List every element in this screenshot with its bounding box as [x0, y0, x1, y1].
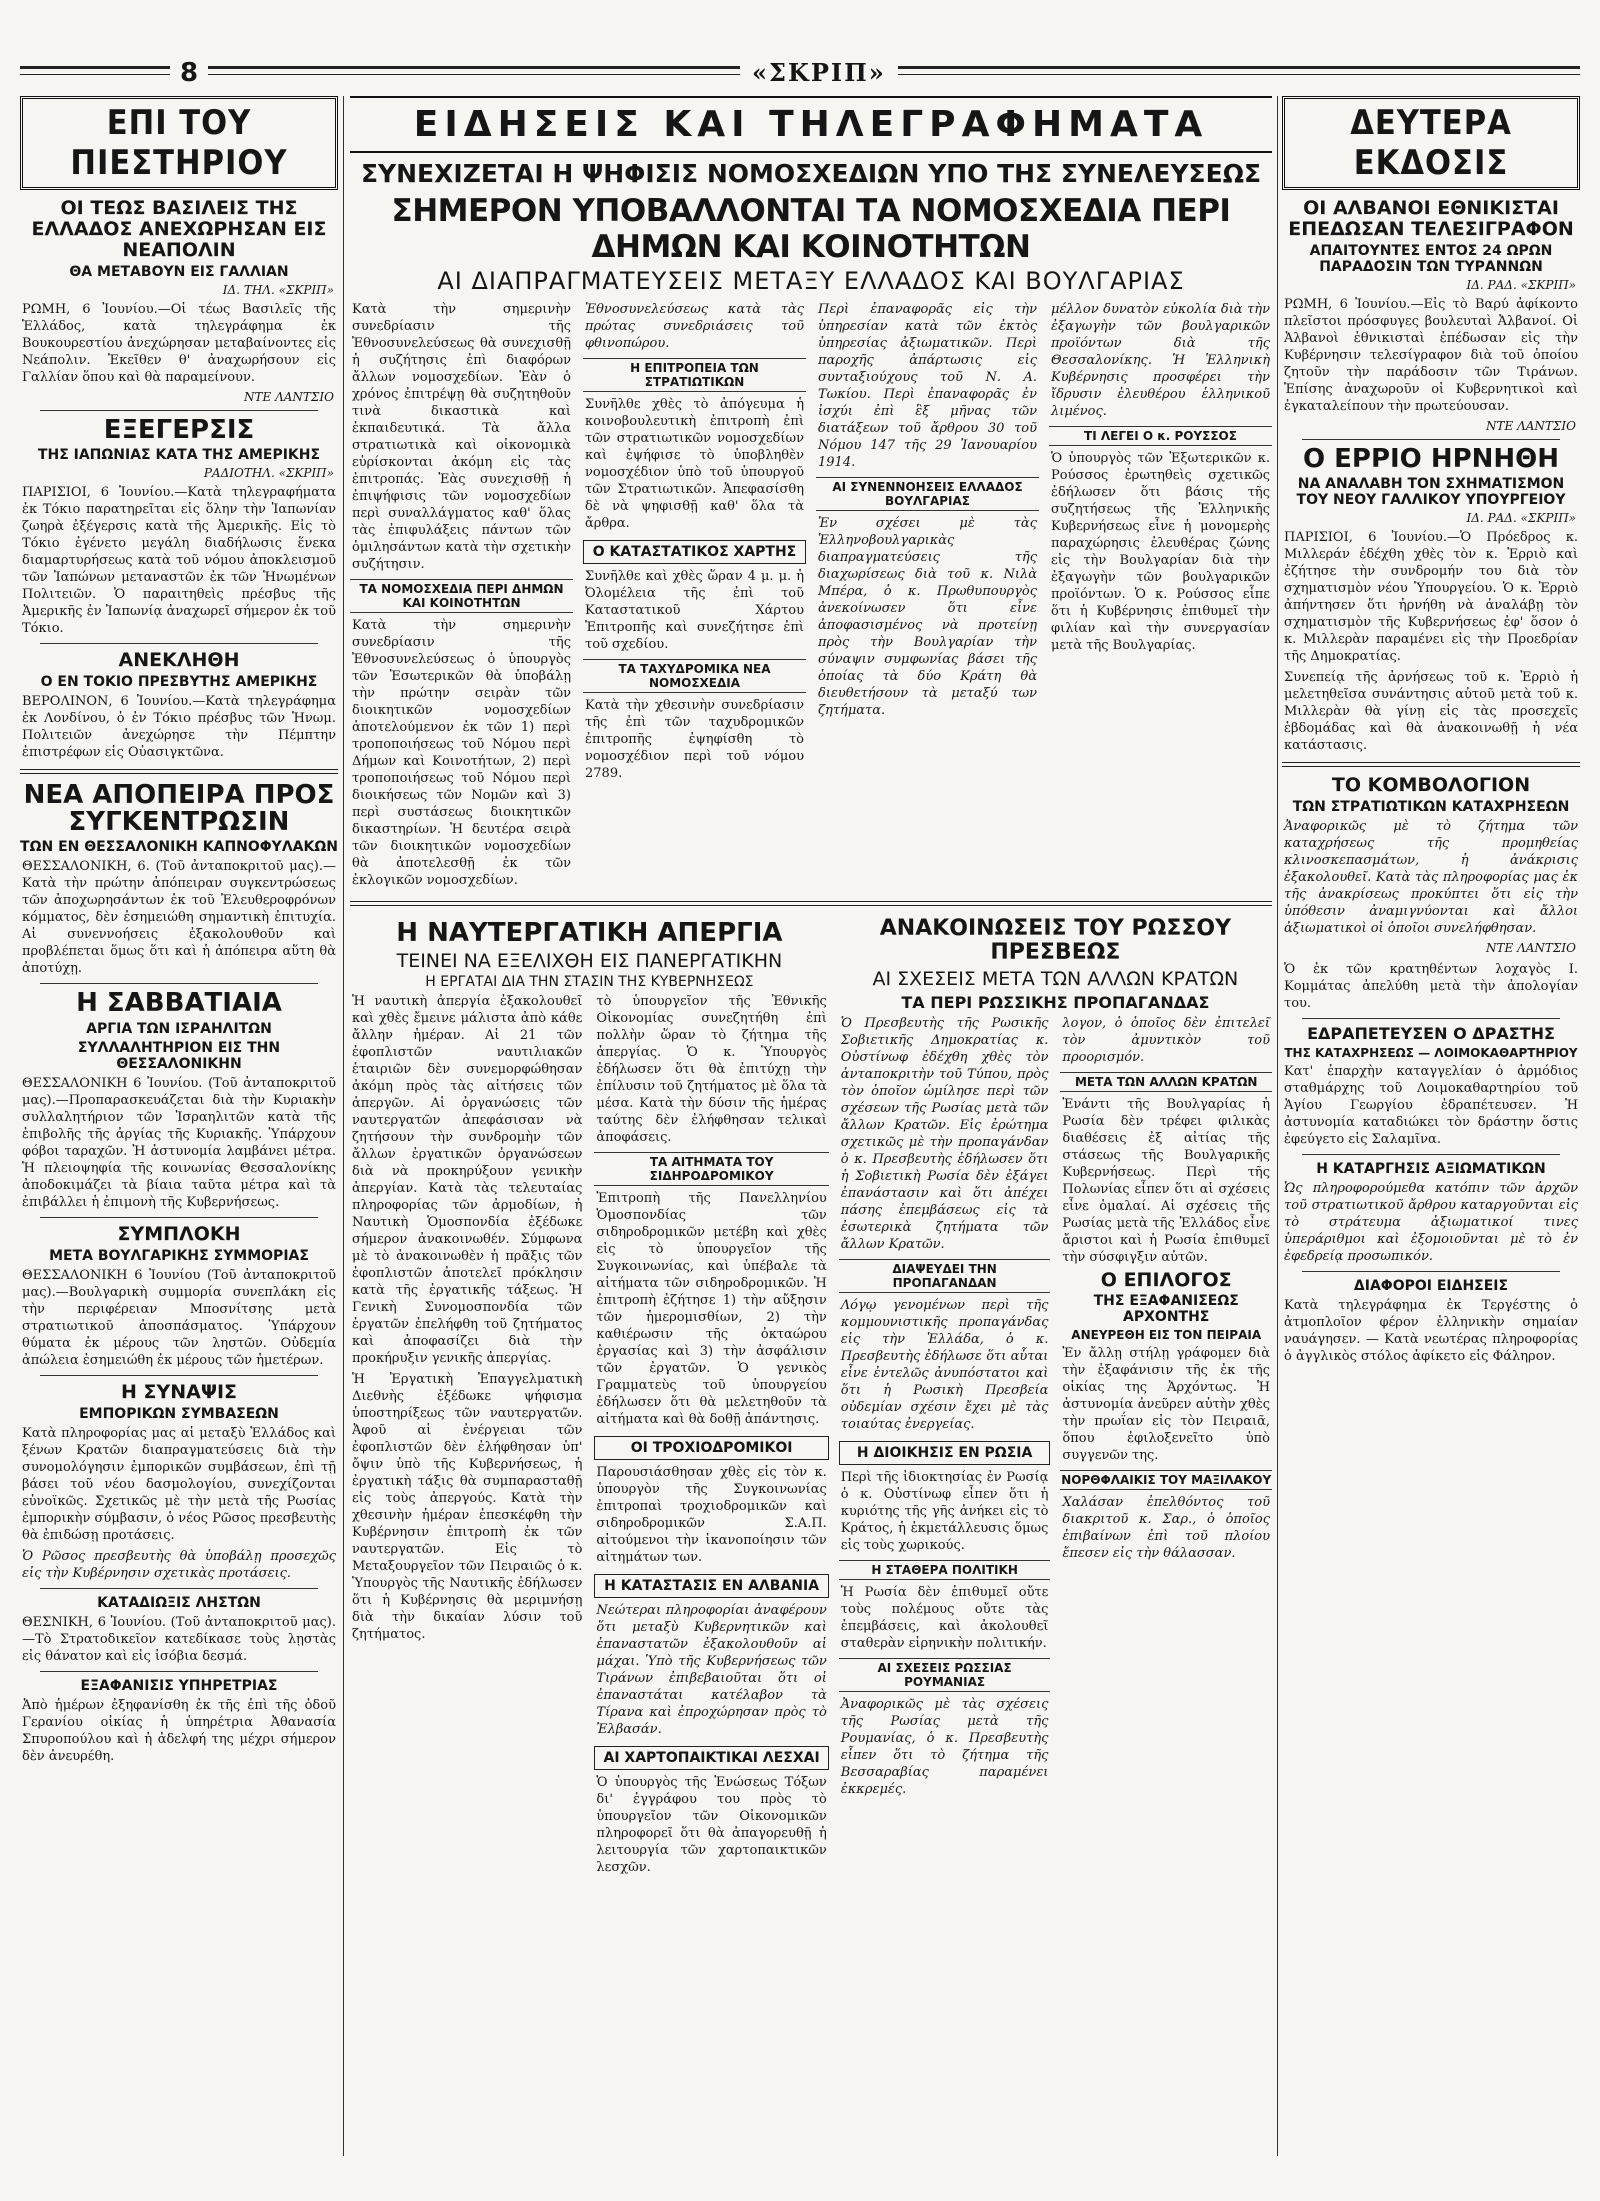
article-body: ΘΕΣΣΑΛΟΝΙΚΗ, 6. (Τοῦ ἀνταποκριτοῦ μας).—Κατὰ τὴν πρώτην ἀπόπειραν συγκεντρώσεως τῶν ἀποχωρησάντων ἐκ τοῦ Ἐλευθεροφρόνων κόμματος, δὲν ἐσημειώθη σημαντικὴ ἐπιτυχία. Αἱ συνεννοήσεις ἐξακολουθοῦν καὶ προβλέπεται ὅμως ὅτι καὶ ἡ ἀπόπειρα αὕτη θὰ ἀποτύχῃ.: [22, 859, 336, 977]
russia-columns: [839, 1015, 1272, 1802]
article-body: Ὁ ὑπουργὸς τῶν Ἐξωτερικῶν κ. Ρούσσος ἐρωτηθεὶς σχετικῶς ἐδήλωσεν ὅτι βάσις τῆς συζητήσεως τῆς Ἑλληνικῆς Κυβερνήσεως εἶνε ἡ μονομερὴς παραχώρησις ἐλευθέρας ζώνης εἰς τὴν Βουλγαρίαν διὰ τὴν ἐξαγωγὴν τῶν βουλγαρικῶν προϊόντων. Ὁ κ. Ρούσσος εἶπε ὅτι ἡ Κυβέρνησις ἐπιθυμεῖ τὴν φιλίαν καὶ τὴν συνεργασίαν μετὰ τῆς Βουλγαρίας.: [1051, 451, 1270, 654]
source-line: ΙΔ. ΡΑΔ. «ΣΚΡΙΠ»: [1466, 277, 1576, 292]
column-rule: [1277, 96, 1278, 2156]
headline: ΕΔΡΑΠΕΤΕΥΣΕΝ Ο ΔΡΑΣΤΗΣ: [1307, 1023, 1555, 1043]
article-body: Λόγῳ γενομένων περὶ τῆς κομμουνιστικῆς προπαγάνδας εἰς τὴν Ἑλλάδα, ὁ κ. Πρεσβευτὴς ἐδήλωσε ὅτι αὗται εἶνε ἐντελῶς ἀνυπόστατοι καὶ ὅτι ἡ Ρωσικὴ Πρεσβεία οὐδεμίαν σχέσιν ἔχει μὲ τὰς τοιαύτας ἐνεργείας.: [840, 1297, 1049, 1432]
article-body: ΘΕΣΝΙΚΗ, 6 Ἰουνίου. (Τοῦ ἀνταποκριτοῦ μας).—Τὸ Στρατοδικεῖον κατεδίκασε τοὺς λῃστὰς εἰς θάνατον καὶ εἰς ἰσόβια δεσμά.: [22, 1614, 336, 1664]
source-line: ΙΔ. ΡΑΔ. «ΣΚΡΙΠ»: [1466, 511, 1576, 526]
subheadline: ΤΑ ΠΕΡΙ ΡΩΣΣΙΚΗΣ ΠΡΟΠΑΓΑΝΔΑΣ: [901, 992, 1210, 1012]
article-body: Νεώτεραι πληροφορίαι ἀναφέρουν ὅτι μεταξὺ Κυβερνητικῶν καὶ ἐπαναστατῶν ἐξακολουθοῦν αἱ μάχαι. Ὑπὸ τῆς Κυβερνήσεως τῶν Τιράνων ἐπιβεβαιοῦται ὅτι οἱ ἐπαναστάται κατέλαβον τὰ Τίρανα καὶ ἐπροχώρησαν πρὸς τὸ Ἐλβασάν.: [596, 1603, 827, 1738]
subheadline: ΤΩΝ ΕΝ ΘΕΣΣΑΛΟΝΙΚΗ ΚΑΠΝΟΦΥΛΑΚΩΝ: [20, 839, 338, 856]
article-body: Ἡ Ἐργατικὴ Ἐπαγγελματικὴ Διεθνὴς ἐξέδωκε ψήφισμα ὑποστηρίξεως τῶν ναυτεργατῶν. Ἀφοῦ αἱ ἐνέργειαι τῶν ἐφοπλιστῶν δὲν ἐλήφθησαν ὑπ' ὄψιν ὑπὸ τῆς Κυβερνήσεως, ἡ ἐργατικὴ τάξις θὰ συμπαρασταθῇ εἰς τοὺς ἀπεργούς. Κατὰ τὴν χθεσινὴν ἡμέραν ἐπεσκέφθη τὴν Κυβέρνησιν ἐπιτροπὴ ἐκ τῶν ναυτεργατῶν. Εἰς τὸ Μεταξουργεῖον τῶν Πειραιῶς ὁ κ. Ὑπουργὸς τῆς Ναυτικῆς ἐδήλωσεν ὅτι ἡ Κυβέρνησις θὰ μεριμνήσῃ διὰ τὴν δικαίαν λύσιν τοῦ ζητήματος.: [352, 1372, 583, 1643]
subheadline: ΑΙ ΣΧΕΣΕΙΣ ΜΕΤΑ ΤΩΝ ΑΛΛΩΝ ΚΡΑΤΩΝ: [872, 967, 1239, 990]
article-body: μέλλον δυνατὸν εὐκολία διὰ τὴν ἐξαγωγὴν τῶν βουλγαρικῶν προϊόντων διὰ τῆς Θεσσαλονίκης. Ἡ Ἑλληνικὴ Κυβέρνησις προσφέρει τὴν ἴδρυσιν ἐλευθέρου ἑλληνικοῦ λιμένος.: [1051, 302, 1270, 420]
section-header-press: ΕΠΙ ΤΟΥ ΠΙΕΣΤΗΡΙΟΥ: [20, 96, 338, 190]
divider: [40, 643, 318, 644]
section-subhead: ΔΙΑΨΕΥΔΕΙ ΤΗΝ ΠΡΟΠΑΓΑΝΔΑΝ: [839, 1259, 1051, 1293]
source-line: ΙΔ. ΤΗΛ. «ΣΚΡΙΠ»: [222, 282, 334, 297]
lead-col-2: [583, 301, 806, 893]
strike-story: [350, 914, 829, 1880]
paper-name: «ΣΚΡΙΠ»: [740, 58, 898, 87]
masthead: [20, 18, 1580, 88]
article-body: Ἐπιτροπὴ τῆς Πανελληνίου Ὁμοσπονδίας τῶν σιδηροδρομικῶν μετέβη καὶ χθὲς εἰς τὸ ὑπουργεῖον τῆς Συγκοινωνίας, καὶ ὑπέβαλε τὰ αἰτήματα τῶν σιδηροδρομικῶν. Ἡ ἐπιτροπὴ ἐζήτησε 1) τὴν αὔξησιν τῶν ἡμερομισθίων, 2) τὴν καθιέρωσιν τῆς ὀκταώρου ἐργασίας καὶ 3) τὴν ἀσφάλισιν τῶν ἐργατῶν. Ὁ γενικὸς Γραμματεὺς τοῦ ὑπουργείου ἐδήλωσεν ὅτι θὰ μελετηθοῦν τὰ αἰτήματα καὶ θὰ δοθῇ ἀπάντησις.: [596, 1191, 827, 1428]
article-body: Κατ' ἐπαρχὴν καταγγελίαν ὁ ἁρμόδιος σταθμάρχης τοῦ Λοιμοκαθαρτηρίου τοῦ Ἁγίου Γεωργίου ἐδραπέτευσεν. Ἡ ἀστυνομία καταδιώκει τὸν δράστην ὅστις ἐφεύγετο εἰς Σαλαμῖνα.: [1284, 1063, 1578, 1147]
section-subhead: ΤΑ ΤΑΧΥΔΡΟΜΙΚΑ ΝΕΑ ΝΟΜΟΣΧΕΔΙΑ: [583, 659, 806, 693]
lead-columns: [350, 301, 1272, 893]
article-body: ΡΩΜΗ, 6 Ἰουνίου.—Οἱ τέως Βασιλεῖς τῆς Ἑλλάδος, κατὰ τηλεγράφημα ἐκ Βουκουρεστίου ἀνεχώρησαν μεταβαίνοντες εἰς Νεάπολιν. Ἐκεῖθεν θ' ἀναχωρήσουν εἰς Γαλλίαν ὅπου καὶ θὰ παραμείνουν.: [22, 301, 336, 385]
article-body: Ὡς πληροφορούμεθα κατόπιν τῶν ἀρχῶν τοῦ στρατιωτικοῦ ἄρθρου καταργοῦνται εἰς τὸ στράτευμα ἀξιωματικοί τινες ὑπεράριθμοι καὶ ἐξομοιοῦνται μὲ τὸ ἐν ἐφεδρείᾳ προσωπικόν.: [1284, 1180, 1578, 1264]
section-subhead: Η ΕΠΙΤΡΟΠΕΙΑ ΤΩΝ ΣΤΡΑΤΙΩΤΙΚΩΝ: [583, 358, 806, 392]
center-column: [350, 96, 1272, 2156]
subheadline: ΕΜΠΟΡΙΚΩΝ ΣΥΜΒΑΣΕΩΝ: [79, 1405, 279, 1422]
section-subhead: ΑΙ ΣΥΝΕΝΝΟΗΣΕΙΣ ΕΛΛΑΔΟΣ ΒΟΥΛΓΑΡΙΑΣ: [816, 477, 1039, 511]
article-body: Ὁ ἐκ τῶν κρατηθέντων λοχαγὸς Ι. Κομμάτας ἀπελύθη μετὰ τὴν ἀπολογίαν του.: [1284, 961, 1578, 1011]
headline: ΑΝΑΚΟΙΝΩΣΕΙΣ ΤΟΥ ΡΩΣΣΟΥ ΠΡΕΣΒΕΩΣ: [879, 916, 1232, 966]
page-number: 8: [170, 58, 208, 88]
section-subhead: ΝΟΡΘΦΛΑΙΚΙΣ ΤΟΥ ΜΑΞΙΛΑΚΟΥ: [1060, 1470, 1272, 1490]
section-subhead: ΜΕΤΑ ΤΩΝ ΑΛΛΩΝ ΚΡΑΤΩΝ: [1060, 1072, 1272, 1092]
divider: [40, 1217, 318, 1218]
subheadline: ΤΗΣ ΚΑΤΑΧΡΗΣΕΩΣ — ΛΟΙΜΟΚΑΘΑΡΤΗΡΙΟΥ: [1284, 1045, 1578, 1060]
article-body: Ὁ Πρεσβευτὴς τῆς Ρωσικῆς Σοβιετικῆς Δημοκρατίας κ. Οὐστίνωφ ἐδέχθη χθὲς τὸν ἀνταποκριτὴν τοῦ Τύπου, πρὸς τὸν ὁποῖον ὡμίλησε περὶ τῶν σχέσεων τῆς Ρωσίας μετὰ τῶν ἄλλων Κρατῶν. Εἰς ἐρώτημα σχετικῶς μὲ τὴν προπαγάνδαν ὁ κ. Πρεσβευτὴς ἐδήλωσεν ὅτι ἡ Σοβιετικὴ Ρωσία δὲν ἐξάγει ἐπανάστασιν καὶ ὅτι ἀπέχει πάσης ἐπεμβάσεως εἰς τὰ ἐσωτερικὰ ζητήματα τῶν ἄλλων Κρατῶν.: [840, 1015, 1049, 1252]
subheadline: ΑΡΓΙΑ ΤΩΝ ΙΣΡΑΗΛΙΤΩΝ: [86, 1020, 272, 1037]
article-body: Ἐθνοσυνελεύσεως κατὰ τὰς πρώτας συνεδριάσεις τοῦ φθινοπώρου.: [585, 302, 804, 352]
article-body: Ἐνάντι τῆς Βουλγαρίας ἡ Ρωσία δὲν τρέφει φιλικὰς διαθέσεις ἐξ αἰτίας τῆς στάσεως τῆς Βουλγαρικῆς Κυβερνήσεως. Περὶ τῆς Πολωνίας εἶπεν ὅτι αἱ σχέσεις εἶνε ὁμαλαί. Αἱ σχέσεις τῆς Ρωσίας μετὰ τῆς Ἑλλάδος εἶνε ἄριστοι καὶ ἡ Ρωσία ἐπιθυμεῖ τὴν σύσφιγξιν αὐτῶν.: [1062, 1096, 1271, 1265]
lead-col-1: [350, 301, 573, 893]
article-body: ΠΑΡΙΣΙΟΙ, 6 Ἰουνίου.—Ὁ Πρόεδρος κ. Μιλλεράν ἐδέχθη χθὲς τὸν κ. Ἐρριὸ καὶ ἐζήτησε τὴν συνδρομήν του διὰ τὸν σχηματισμὸν νέου Ὑπουργείου. Ὁ κ. Ἐρριὸ ἀπήντησεν ὅτι ἠρνήθη νὰ ἀναλάβῃ τὸν σχηματισμὸν τῆς Κυβερνήσεως ἐφ' ὅσον ὁ κ. Μιλλερὰν παραμένει εἰς τὴν Προεδρίαν τῆς Δημοκρατίας.: [1284, 530, 1578, 665]
divider: [1302, 1018, 1560, 1019]
subheadline: ΑΠΑΙΤΟΥΝΤΕΣ ΕΝΤΟΣ 24 ΩΡΩΝ ΠΑΡΑΔΟΣΙΝ ΤΩΝ ΤΥΡΑΝΝΩΝ: [1309, 242, 1553, 275]
section-subhead: Η ΔΙΟΙΚΗΣΙΣ ΕΝ ΡΩΣΙΑ: [839, 1441, 1051, 1465]
strike-col-1: [350, 993, 584, 1880]
article-body: Χαλάσαν ἐπελθόντος τοῦ διακριτοῦ κ. Σαρ., ὁ ὁποῖος ἐπιβαίνων ἐπὶ τοῦ πλοίου ἔπεσεν εἰς τὴν θάλασσαν.: [1062, 1495, 1271, 1562]
subheadline: ΤΗΣ ΕΞΑΦΑΝΙΣΕΩΣ ΑΡΧΟΝΤΗΣ: [1093, 1293, 1239, 1326]
lead-subheadline: ΑΙ ΔΙΑΠΡΑΓΜΑΤΕΥΣΕΙΣ ΜΕΤΑΞΥ ΕΛΛΑΔΟΣ ΚΑΙ ΒΟΥΛΓΑΡΙΑΣ: [437, 267, 1185, 296]
russia-story: [839, 914, 1272, 1880]
article-body: Ὁ Ρῶσος πρεσβευτὴς θὰ ὑποβάλῃ προσεχῶς εἰς τὴν Κυβέρνησιν σχετικὰς προτάσεις.: [22, 1548, 336, 1581]
russia-col-1: [839, 1015, 1051, 1802]
section-subhead: ΤΙ ΛΕΓΕΙ Ο κ. ΡΟΥΣΣΟΣ: [1049, 426, 1272, 446]
article-body: Ἀπὸ ἡμέρων ἐξηφανίσθη ἐκ τῆς ἐπὶ τῆς ὁδοῦ Γερανίου οἰκίας ἡ ὑπηρέτρια Ἀθανασία Σπυροπούλου καὶ ἡ ἀδελφή της μέχρι σήμερον δὲν ἀνευρέθη.: [22, 1697, 336, 1764]
subheadline: ΤΕΙΝΕΙ ΝΑ ΕΞΕΛΙΧΘΗ ΕΙΣ ΠΑΝΕΡΓΑΤΙΚΗΝ: [396, 949, 783, 972]
strike-columns: [350, 993, 829, 1880]
strike-col-2: [594, 993, 828, 1880]
article-body: ΒΕΡΟΛΙΝΟΝ, 6 Ἰουνίου.—Κατὰ τηλεγράφημα ἐκ Λονδίνου, ὁ ἐν Τόκιο πρέσβυς τῶν Ἡνωμ. Πολιτειῶν ἀνεχώρησε τὴν Πέμπτην ἐπιστρέφων εἰς Οὐασιγκτῶνα.: [22, 693, 336, 760]
article-body: τὸ ὑπουργεῖον τῆς Ἐθνικῆς Οἰκονομίας συνεζητήθη ἐπὶ πολλὴν ὥραν τὸ ζήτημα τῆς ἀπεργίας. Ὁ κ. Ὑπουργὸς ἐδήλωσεν ὅτι θὰ ἐπιτύχῃ τὴν ἐπίλυσιν τοῦ ζητήματος μὲ ὅλα τὰ μέσα. Κατὰ τὴν δύσιν τῆς ἡμέρας ταύτης δὲν ἐλήφθησαν τελικαὶ ἀποφάσεις.: [596, 994, 827, 1146]
lead-col-3: [816, 301, 1039, 893]
subheadline: ΤΩΝ ΣΤΡΑΤΙΩΤΙΚΩΝ ΚΑΤΑΧΡΗΣΕΩΝ: [1292, 798, 1570, 815]
headline: Ο ΕΠΙΛΟΓΟΣ: [1100, 1268, 1232, 1291]
article-body: Παρουσιάσθησαν χθὲς εἰς τὸν κ. ὑπουργὸν τῆς Συγκοινωνίας ἐπιτροπαὶ τροχιοδρομικῶν καὶ σιδηροδρομικῶν Σ.Α.Π. αἰτούμενοι τὴν ἱκανοποίησιν τῶν αἰτημάτων των.: [596, 1465, 827, 1566]
divider: [40, 1375, 318, 1376]
divider: [1302, 439, 1560, 440]
article-body: ΡΩΜΗ, 6 Ἰουνίου.—Εἰς τὸ Βαρύ ἀφίκοντο πλεῖστοι πρόσφυγες βουλευταὶ Ἀλβανοί. Οἱ Ἀλβανοὶ ἐθνικισταὶ ἐπέδωσαν εἰς τὴν Κυβέρνησιν τελεσίγραφον διὰ τοῦ ὁποίου ζητοῦν τὴν παράδοσιν τῶν Τιράνων. Ἐπίσης ἀναχωροῦν οἱ Κυβερνητικοὶ καὶ ἐγκαταλείπουν τὴν πρωτεύουσαν.: [1284, 296, 1578, 414]
headline: ΟΙ ΑΛΒΑΝΟΙ ΕΘΝΙΚΙΣΤΑΙ ΕΠΕΔΩΣΑΝ ΤΕΛΕΣΙΓΡΑΦΟΝ: [1288, 197, 1574, 240]
lower-stories: [350, 914, 1272, 1880]
headline: ΕΞΕΓΕΡΣΙΣ: [103, 414, 255, 445]
headline: ΝΕΑ ΑΠΟΠΕΙΡΑ ΠΡΟΣ ΣΥΓΚΕΝΤΡΩΣΙΝ: [23, 779, 335, 838]
lead-col-4: [1049, 301, 1272, 893]
section-subhead: Η ΣΤΑΘΕΡΑ ΠΟΛΙΤΙΚΗ: [839, 1560, 1051, 1580]
russia-col-2: [1060, 1015, 1272, 1802]
subheadline: ΣΥΛΛΑΛΗΤΗΡΙΟΝ ΕΙΣ ΤΗΝ ΘΕΣΣΑΛΟΝΙΚΗΝ: [77, 1039, 281, 1072]
headline: ΔΙΑΦΟΡΟΙ ΕΙΔΗΣΕΙΣ: [1353, 1277, 1509, 1294]
divider: [1282, 762, 1580, 767]
subheadline: ΘΑ ΜΕΤΑΒΟΥΝ ΕΙΣ ΓΑΛΛΙΑΝ: [69, 263, 289, 280]
article-body: Ἡ Ρωσία δὲν ἐπιθυμεῖ οὔτε τοὺς πολέμους οὔτε τὰς ἐπεμβάσεις, καὶ ἀκολουθεῖ σταθερὰν εἰρηνικὴν πολιτικήν.: [840, 1584, 1049, 1651]
section-banner: ΕΙΔΗΣΕΙΣ ΚΑΙ ΤΗΛΕΓΡΑΦΗΜΑΤΑ: [350, 96, 1272, 153]
section-subhead: Η ΚΑΤΑΣΤΑΣΙΣ ΕΝ ΑΛΒΑΝΙΑ: [594, 1574, 828, 1598]
article-body: Κατὰ τὴν σημερινὴν συνεδρίασιν τῆς Ἐθνοσυνελεύσεως ὁ ὑπουργὸς τῶν Ἐσωτερικῶν θὰ ὑποβάλῃ τὴν πρώτην σειρὰν τῶν διοικητικῶν νομοσχεδίων ἀποτελούμενον ἐκ τῶν 1) περὶ τροποποιήσεως τοῦ Νόμου περὶ Δήμων καὶ Κοινοτήτων, 2) περὶ τροποποιήσεως τοῦ Νόμου περὶ διοικήσεως τῶν Νομῶν καὶ 3) περὶ συστάσεως διοικητικῶν δικαστηρίων. Ἡ δευτέρα σειρὰ τῶν διοικητικῶν νομοσχεδίων θὰ ἀποτελεσθῇ ἐκ τῶν ἐκλογικῶν νομοσχεδίων.: [352, 618, 571, 889]
divider: [40, 983, 318, 984]
article-body: Συνεπείᾳ τῆς ἀρνήσεως τοῦ κ. Ἐρριὸ ἡ μελετηθεῖσα συνάντησις αὐτοῦ μετὰ τοῦ κ. Μιλλερὰν θὰ γίνῃ εἰς τὰς προσεχεῖς ἑβδομάδας καὶ θὰ ἀνακοινωθῇ ἡ νέα κατάστασις.: [1284, 670, 1578, 754]
article-body: Κατὰ τὴν χθεσινὴν συνεδρίασιν τῆς ἐπὶ τῶν ταχυδρομικῶν ἐπιτροπῆς ἐψηφίσθη τὸ νομοσχέδιον περὶ τοῦ νόμου 2789.: [585, 698, 804, 782]
signature: ΝΤΕ ΛΑΝΤΣΙΟ: [1486, 940, 1576, 955]
headline: ΑΝΕΚΛΗΘΗ: [118, 648, 240, 671]
subheadline: ΤΗΣ ΙΑΠΩΝΙΑΣ ΚΑΤΑ ΤΗΣ ΑΜΕΡΙΚΗΣ: [37, 446, 321, 463]
article-body: Συνῆλθε καὶ χθὲς ὥραν 4 μ. μ. ἡ Ὀλομέλεια τῆς ἐπὶ τοῦ Καταστατικοῦ Χάρτου Ἐπιτροπῆς καὶ συνεζήτησε ἐπὶ τοῦ σχεδίου.: [585, 569, 804, 653]
article-body: ΠΑΡΙΣΙΟΙ, 6 Ἰουνίου.—Κατὰ τηλεγραφήματα ἐκ Τόκιο παρατηρεῖται εἰς ὅλην τὴν Ἰαπωνίαν ζωηρὰ ἐξέγερσις κατὰ τῆς Ἀμερικῆς. Εἰς τὸ Τόκιο ἐγένετο μεγάλη διαδήλωσις ἕνεκα διαμαρτυρήσεως κατὰ τοῦ νόμου ἀποκλεισμοῦ τῶν Ἰαπώνων μεταναστῶν ἐκ τῶν Ἡνωμένων Πολιτειῶν. Ὁ παραιτηθεὶς πρέσβυς τῆς Ἀμερικῆς ἐν Ἰαπωνίᾳ ἀναχωρεῖ σήμερον ἐκ τοῦ Τόκιο.: [22, 484, 336, 636]
subheadline: ΜΕΤΑ ΒΟΥΛΓΑΡΙΚΗΣ ΣΥΜΜΟΡΙΑΣ: [49, 1247, 309, 1264]
article-body: ΘΕΣΣΑΛΟΝΙΚΗ 6 Ἰουνίου (Τοῦ ἀνταποκριτοῦ μας).—Βουλγαρικὴ συμμορία συνεπλάκη εἰς τὴν περιφέρειαν Μποσνίτσης μετὰ στρατιωτικοῦ ἀποσπάσματος. Ὑπάρχουν θύματα ἐκ μέρους τῶν ληστῶν. Οὐδεμία ἀπώλεια ἐσημειώθη ἐκ μέρους τῶν ἡμετέρων.: [22, 1267, 336, 1368]
article-body: Ἡ ναυτικὴ ἀπεργία ἐξακολουθεῖ καὶ χθὲς ἔμεινε μάλιστα ἀπὸ κάθε ἄλλην ἡμέραν. Αἱ 21 τῶν ἐφοπλιστῶν ναυτιλιακῶν ἑταιριῶν δὲν συνεμορφώθησαν ἀκόμη πρὸς τὰς αἰτήσεις τῶν ἀπεργῶν. Αἱ ὀργανώσεις τῶν ναυτεργατῶν ἀπεφάσισαν νὰ ζητήσουν τὴν συνδρομὴν τῶν ἄλλων ἐργατικῶν ὀργανώσεων διὰ νὰ προκηρύξουν γενικὴν ἀπεργίαν. Κατὰ τὰς τελευταίας πληροφορίας τῶν ἀρμοδίων, ἡ Ναυτικὴ Ὁμοσπονδία ἐξέδωκε σήμερον ἀνακοινωθέν. Σύμφωνα μὲ τὸ ἀνακοινωθὲν ἡ πρᾶξις τῶν ἐφοπλιστῶν ἀποτελεῖ πρόκλησιν κατὰ τῆς ἐργατικῆς τάξεως. Ἡ Γενικὴ Συνομοσπονδία τῶν ἐργατῶν ἐπελήφθη τοῦ ζητήματος καὶ ἀποφασίζει διὰ τὴν προκήρυξιν γενικῆς ἀπεργίας.: [352, 994, 583, 1367]
source-line: ΡΑΔΙΟΤΗΛ. «ΣΚΡΙΠ»: [203, 465, 334, 480]
article-body: λογον, ὁ ὁποῖος δὲν ἐπιτελεῖ τὸν ἀμυντικὸν τοῦ προορισμόν.: [1062, 1015, 1271, 1065]
divider: [40, 1588, 318, 1589]
headline: ΟΙ ΤΕΩΣ ΒΑΣΙΛΕΙΣ ΤΗΣ ΕΛΛΑΔΟΣ ΑΝΕΧΩΡΗΣΑΝ ΕΙΣ ΝΕΑΠΟΛΙΝ: [31, 197, 327, 261]
subheadline: ΑΝΕΥΡΕΘΗ ΕΙΣ ΤΟΝ ΠΕΙΡΑΙΑ: [1071, 1328, 1262, 1343]
newspaper-page: [20, 18, 1580, 2168]
right-column: [1282, 96, 1580, 2156]
subheadline: Ο ΕΝ ΤΟΚΙΟ ΠΡΕΣΒΥΤΗΣ ΑΜΕΡΙΚΗΣ: [40, 673, 318, 690]
headline: Η ΣΥΝΑΨΙΣ: [120, 1380, 238, 1403]
headline: Η ΝΑΥΤΕΡΓΑΤΙΚΗ ΑΠΕΡΓΙΑ: [396, 918, 783, 949]
signature: ΝΤΕ ΛΑΝΤΣΙΟ: [1486, 418, 1576, 433]
section-subhead: ΤΑ ΝΟΜΟΣΧΕΔΙΑ ΠΕΡΙ ΔΗΜΩΝ ΚΑΙ ΚΟΙΝΟΤΗΤΩΝ: [350, 579, 573, 613]
article-body: Συνῆλθε χθὲς τὸ ἀπόγευμα ἡ κοινοβουλευτικὴ ἐπιτροπὴ ἐπὶ τῶν στρατιωτικῶν νομοσχεδίων καὶ ἐψήφισε τὸ ὑποβληθὲν νομοσχέδιον ὑπὸ τοῦ ὑπουργοῦ τῶν Στρατιωτικῶν. Ἀπεφασίσθη δὲ νὰ ψηφισθῇ καθ' ὅλα τὰ ἄρθρα.: [585, 397, 804, 532]
article-body: Κατὰ τὴν σημερινὴν συνεδρίασιν τῆς Ἐθνοσυνελεύσεως θὰ συνεχισθῇ ἡ συζήτησις ἐπὶ διαφόρων ἄλλων νομοσχεδίων. Ἐὰν ὁ χρόνος ἐπιτρέψῃ θὰ συζητηθοῦν τινὰ δικαστικὰ καὶ ἐκπαιδευτικά. Τὰ ἄλλα στρατιωτικὰ καὶ οἰκονομικὰ εὑρίσκονται ἀκόμη εἰς τὰς ἐπιτροπάς. Ἐὰς συνεχισθῇ ἡ ἐπιψήφισις τῶν νομοσχεδίων περὶ συναλλάγματος καθ' ὅλας τὰς ἐπιφυλάξεις πάντων τῶν ὁμιλησάντων κατὰ τὴν σχετικὴν συζήτησιν.: [352, 302, 571, 573]
headline: ΕΞΑΦΑΝΙΣΙΣ ΥΠΗΡΕΤΡΙΑΣ: [80, 1677, 278, 1694]
headline: Ο ΕΡΡΙΟ ΗΡΝΗΘΗ: [1302, 443, 1560, 474]
headline: ΣΥΜΠΛΟΚΗ: [117, 1222, 241, 1245]
article-body: Ἐν ἄλλῃ στήλῃ γράφομεν διὰ τὴν ἐξαφάνισιν τῆς ἐκ τῆς οἰκίας της Ἀρχόντως. Ἡ ἀστυνομία ἀνεῦρεν αὐτὴν χθὲς τὴν πρωΐαν εἰς τὸν Πειραιᾶ, ὅπου ἐφιλοξενεῖτο ὑπὸ συγγενῶν της.: [1062, 1346, 1271, 1464]
signature: ΝΤΕ ΛΑΝΤΣΙΟ: [244, 389, 334, 404]
section-subhead: Ο ΚΑΤΑΣΤΑΤΙΚΟΣ ΧΑΡΤΗΣ: [583, 540, 806, 564]
headline: ΚΑΤΑΔΙΩΞΙΣ ΛΗΣΤΩΝ: [97, 1594, 261, 1611]
article-body: ΘΕΣΣΑΛΟΝΙΚΗ 6 Ἰουνίου. (Τοῦ ἀνταποκριτοῦ μας).—Προπαρασκευάζεται διὰ τὴν Κυριακὴν συλλαλητήριον τῶν Ἰσραηλιτῶν κατὰ τῆς ἐπιβολῆς τῆς ἀργίας τῆς Κυριακῆς. Ὑπάρχουν φόβοι ταραχῶν. Ἡ ἀστυνομία λαμβάνει μέτρα. Ἡ πλειοψηφία τῆς κοινωνίας Θεσσαλονίκης ἀποδοκιμάζει τὰ βίαια ταῦτα μέτρα καὶ τὰ ἐπιβάλλει ἡ ἐπιμονὴ τῆς Κυβερνήσεως.: [22, 1075, 336, 1210]
section-subhead: ΑΙ ΣΧΕΣΕΙΣ ΡΩΣΣΙΑΣ ΡΟΥΜΑΝΙΑΣ: [839, 1658, 1051, 1692]
headline: Η ΚΑΤΑΡΓΗΣΙΣ ΑΞΙΩΜΑΤΙΚΩΝ: [1316, 1160, 1546, 1177]
lead-headline: ΣΥΝΕΧΙΖΕΤΑΙ Η ΨΗΦΙΣΙΣ ΝΟΜΟΣΧΕΔΙΩΝ ΥΠΟ ΤΗΣ ΣΥΝΕΛΕΥΣΕΩΣ: [360, 159, 1262, 188]
divider: [1302, 1271, 1560, 1272]
section-subhead: ΟΙ ΤΡΟΧΙΟΔΡΟΜΙΚΟΙ: [594, 1436, 828, 1460]
divider: [40, 410, 318, 411]
column-rule: [343, 96, 344, 2156]
section-subhead: ΑΙ ΧΑΡΤΟΠΑΙΚΤΙΚΑΙ ΛΕΣΧΑΙ: [594, 1746, 828, 1770]
subheadline: Η ΕΡΓΑΤΑΙ ΔΙΑ ΤΗΝ ΣΤΑΣΙΝ ΤΗΣ ΚΥΒΕΡΝΗΣΕΩΣ: [425, 974, 754, 991]
article-body: Ἀναφορικῶς μὲ τὸ ζήτημα τῶν καταχρήσεως τῆς προμηθείας κλινοσκεπασμάτων, ἡ ἀνάκρισις ἐξακολουθεῖ. Κατὰ τὰς πληροφορίας μας ἐκ τῆς ἀνακρίσεως προκύπτει ὅτι εἰς τὴν ὑπόθεσιν ἀναμιγνύονται καὶ ἄλλοι ἀξιωματικοὶ οἱ ὁποῖοι συνελήφθησαν.: [1284, 818, 1578, 936]
lead-headline-main: ΣΗΜΕΡΟΝ ΥΠΟΒΑΛΛΟΝΤΑΙ ΤΑ ΝΟΜΟΣΧΕΔΙΑ ΠΕΡΙ ΔΗΜΩΝ ΚΑΙ ΚΟΙΝΟΤΗΤΩΝ: [391, 193, 1231, 266]
divider: [350, 901, 1272, 906]
article-body: Περὶ τῆς ἰδιοκτησίας ἐν Ρωσίᾳ ὁ κ. Οὐστίνωφ εἶπεν ὅτι ἡ κυριότης τῆς γῆς ἀνήκει εἰς τὸ Κράτος, ἡ ἐκμετάλλευσις ὅμως εἰς τοὺς χωρικούς.: [840, 1469, 1049, 1553]
article-body: Περὶ ἐπαναφορᾶς εἰς τὴν ὑπηρεσίαν κατὰ τῶν ἐκτὸς ὑπηρεσίας ἀξιωματικῶν. Περὶ παροχῆς ἀπάρτωσις εἰς συνταξιούχους τοῦ Ν. Α. Τωκίου. Περὶ ἐπαναφορᾶς ἐν ἰσχύι ἐπὶ ἓξ μῆνας τῶν διατάξεων τοῦ ἄρθρου 30 τοῦ Νόμου 147 τῆς 29 Ἰανουαρίου 1914.: [818, 302, 1037, 471]
section-header-second-edition: ΔΕΥΤΕΡΑ ΕΚΔΟΣΙΣ: [1282, 96, 1580, 190]
headline: ΤΟ ΚΟΜΒΟΛΟΓΙΟΝ: [1331, 774, 1531, 797]
subheadline: ΝΑ ΑΝΑΛΑΒΗ ΤΟΝ ΣΧΗΜΑΤΙΣΜΟΝ ΤΟΥ ΝΕΟΥ ΓΑΛΛΙΚΟΥ ΥΠΟΥΡΓΕΙΟΥ: [1296, 476, 1566, 509]
left-column: [20, 96, 338, 2156]
article-body: Κατὰ πληροφορίας μας αἱ μεταξὺ Ἑλλάδος καὶ ξένων Κρατῶν διαπραγματεύσεις διὰ τὴν συνομολόγησιν ἐμπορικῶν συμβάσεων, ἐπὶ τῇ βάσει τοῦ νέου δασμολογίου, συνεχίζονται εὐνοϊκῶς. Σχετικῶς μὲ τὴν μετὰ τῆς Ρωσίας ἐμπορικὴν σύμβασιν, ὁ νέος Ρῶσος πρεσβευτὴς θὰ ἐπιδώσῃ προτάσεις.: [22, 1425, 336, 1543]
divider: [40, 1671, 318, 1672]
article-body: Ὁ ὑπουργὸς τῆς Ἐνώσεως Τόξων δι' ἐγγράφου του πρὸς τὸ ὑπουργεῖον τῶν Οἰκονομικῶν πληροφορεῖ ὅτι θὰ ἀπαγορευθῇ ἡ λειτουργία τῶν χαρτοπαικτικῶν λεσχῶν.: [596, 1775, 827, 1876]
divider: [20, 769, 338, 774]
headline: Η ΣΑΒΒΑΤΙΑΙΑ: [76, 988, 282, 1019]
article-body: Ἀναφορικῶς μὲ τὰς σχέσεις τῆς Ρωσίας μετὰ τῆς Ρουμανίας, ὁ κ. Πρεσβευτὴς εἶπεν ὅτι τὸ ζήτημα τῆς Βεσσαραβίας παραμένει ἐκκρεμές.: [840, 1696, 1049, 1797]
divider: [1302, 1154, 1560, 1155]
article-body: Κατὰ τηλεγράφημα ἐκ Τεργέστης ὁ ἀτμοπλοῖον φέρον ἑλληνικὴν σημαίαν ναυάγησεν. — Κατὰ νεωτέρας πληροφορίας ὁ ἀγγλικὸς στόλος ἀφίκετο εἰς Φάληρον.: [1284, 1297, 1578, 1364]
section-subhead: ΤΑ ΑΙΤΗΜΑΤΑ ΤΟΥ ΣΙΔΗΡΟΔΡΟΜΙΚΟΥ: [594, 1152, 828, 1186]
article-body: Ἐν σχέσει μὲ τὰς Ἑλληνοβουλγαρικὰς διαπραγματεύσεις τῆς διαχωρίσεως διὰ τοῦ κ. Νιλὰ Μπέρα, ὁ κ. Πρωθυπουργὸς ἀνεκοίνωσεν ὅτι εἶνε ἀποφασισμένος νὰ προτείνῃ πρὸς τὴν Βουλγαρίαν τὴν σύναψιν συμφωνίας βάσει τῆς ὁποίας τὰ δύο Κράτη θὰ διευθετήσουν τὰ μεταξύ των ζητήματα.: [818, 516, 1037, 719]
